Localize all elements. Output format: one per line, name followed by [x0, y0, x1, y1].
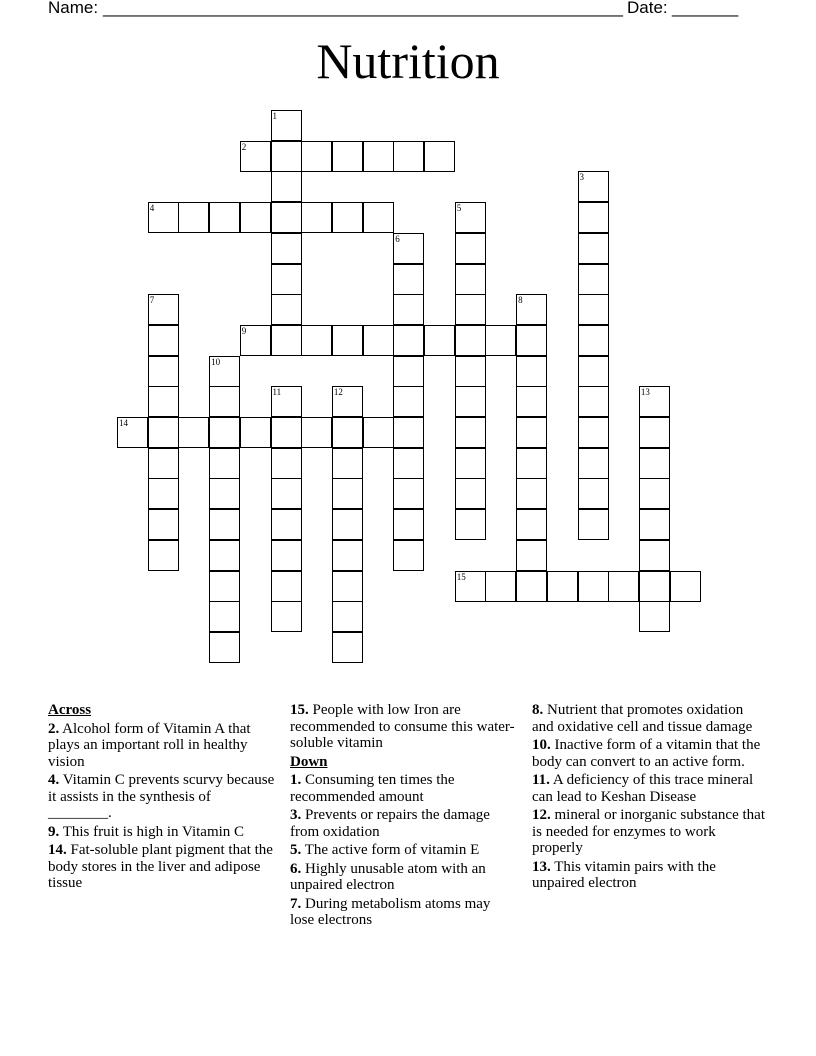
crossword-cell[interactable]	[301, 202, 332, 233]
crossword-cell[interactable]	[271, 171, 302, 202]
crossword-cell[interactable]	[455, 571, 486, 602]
clue-across-14: 14. Fat-soluble plant pigment that the body stores in the liver and adipose tissue	[48, 842, 273, 891]
crossword-cell[interactable]	[455, 356, 486, 387]
clue-number: 8	[518, 295, 523, 306]
clue-number: 4	[149, 203, 155, 214]
crossword-cell[interactable]	[578, 264, 609, 295]
crossword-cell[interactable]	[639, 601, 670, 632]
crossword-cell[interactable]	[455, 202, 486, 233]
crossword-cell[interactable]	[485, 571, 516, 602]
crossword-cell[interactable]	[332, 571, 363, 602]
crossword-cell[interactable]	[516, 509, 547, 540]
crossword-cell[interactable]	[332, 601, 363, 632]
crossword-cell[interactable]	[332, 448, 363, 479]
crossword-cell[interactable]	[424, 141, 455, 172]
crossword-cell[interactable]	[332, 325, 363, 356]
crossword-cell[interactable]	[271, 294, 302, 325]
crossword-cell[interactable]	[271, 448, 302, 479]
clue-down-5: 5. The active form of vitamin E	[290, 842, 480, 858]
clue-across-2: 2. Alcohol form of Vitamin A that plays an important roll in healthy vision	[48, 720, 251, 770]
crossword-cell[interactable]	[516, 571, 547, 602]
clue-across-4: 4. Vitamin C prevents scurvy because it assists in the synthesis of ________.	[48, 772, 275, 821]
crossword-cell[interactable]	[608, 571, 639, 602]
name-label: Name:	[48, 0, 99, 17]
crossword-cell[interactable]	[424, 325, 455, 356]
crossword-cell[interactable]	[516, 294, 547, 325]
crossword-cell[interactable]	[363, 417, 394, 448]
crossword-cell[interactable]	[271, 110, 302, 141]
crossword-cell[interactable]	[393, 448, 424, 479]
clue-number: 7	[149, 295, 155, 306]
crossword-cell[interactable]	[271, 264, 302, 295]
clue-down-1: 1. Consuming ten times the recommended amount	[290, 772, 455, 805]
crossword-cell[interactable]	[148, 478, 179, 509]
crossword-cell[interactable]	[332, 202, 363, 233]
crossword-cell[interactable]	[455, 386, 486, 417]
clues-column-2	[290, 702, 515, 931]
clue-across-9: 9. This fruit is high in Vitamin C	[48, 823, 245, 840]
crossword-cell[interactable]	[639, 386, 670, 417]
crossword-cell[interactable]	[363, 325, 394, 356]
crossword-cell[interactable]	[271, 478, 302, 509]
clue-down-12: 12. mineral or inorganic substance that is needed for enzymes to work properly	[532, 807, 765, 856]
clue-number: 1	[272, 111, 277, 121]
crossword-cell[interactable]	[578, 571, 609, 602]
crossword-cell[interactable]	[455, 264, 486, 295]
crossword-cell[interactable]	[455, 448, 486, 479]
crossword-cell[interactable]	[516, 448, 547, 479]
crossword-cell[interactable]	[578, 417, 609, 448]
crossword-cell[interactable]	[393, 325, 424, 356]
clue-number: 11	[272, 387, 282, 398]
clue-down-10: 10. Inactive form of a vitamin that the body can convert to an active form.	[532, 737, 761, 770]
crossword-cell[interactable]	[393, 540, 424, 571]
crossword-cell[interactable]	[148, 509, 179, 540]
crossword-cell[interactable]	[485, 325, 516, 356]
crossword-cell[interactable]	[209, 356, 240, 387]
crossword-cell[interactable]	[271, 509, 302, 540]
crossword-cell[interactable]	[332, 417, 363, 448]
crossword-cell[interactable]	[240, 141, 271, 172]
page-title: Nutrition	[316, 33, 500, 89]
clue-number: 9	[241, 325, 247, 336]
crossword-cell[interactable]	[455, 509, 486, 540]
down-heading: Down	[290, 753, 328, 770]
crossword-cell[interactable]	[178, 202, 209, 233]
clue-down-7: 7. During metabolism atoms may lose electrons	[290, 895, 491, 928]
name-line[interactable]: _______________________________________________________	[103, 0, 624, 17]
clue-down-6: 6. Highly unusable atom with an unpaired electron	[290, 860, 486, 893]
crossword-cell[interactable]	[271, 141, 302, 172]
clues-column-1	[48, 702, 278, 894]
crossword-cell[interactable]	[240, 417, 271, 448]
crossword-cell[interactable]	[578, 171, 609, 202]
crossword-cell[interactable]	[455, 325, 486, 356]
crossword-cell[interactable]	[578, 294, 609, 325]
crossword-cell[interactable]	[271, 386, 302, 417]
crossword-cell[interactable]	[639, 448, 670, 479]
crossword-cell[interactable]	[578, 202, 609, 233]
crossword-cell[interactable]	[148, 386, 179, 417]
clue-down-13: 13. This vitamin pairs with the unpaired electron	[532, 858, 716, 891]
crossword-cell[interactable]	[271, 325, 302, 356]
crossword-cell[interactable]	[271, 601, 302, 632]
crossword-cell[interactable]	[578, 325, 609, 356]
crossword-cell[interactable]	[178, 417, 209, 448]
crossword-cell[interactable]	[578, 478, 609, 509]
crossword-cell[interactable]	[393, 294, 424, 325]
crossword-cell[interactable]	[516, 540, 547, 571]
crossword-cell[interactable]	[639, 540, 670, 571]
crossword-cell[interactable]	[332, 632, 363, 663]
crossword-cell[interactable]	[363, 202, 394, 233]
crossword-cell[interactable]	[209, 601, 240, 632]
crossword-cell[interactable]	[148, 202, 179, 233]
clue-number: 12	[333, 387, 343, 398]
crossword-cell[interactable]	[271, 417, 302, 448]
crossword-cell[interactable]	[148, 356, 179, 387]
crossword-cell[interactable]	[209, 509, 240, 540]
crossword-cell[interactable]	[209, 448, 240, 479]
crossword-cell[interactable]	[240, 202, 271, 233]
crossword-cell[interactable]	[455, 417, 486, 448]
date-line[interactable]: _______	[672, 0, 739, 17]
clue-number: 6	[395, 233, 400, 244]
clue-across-15: 15. People with low Iron are recommended to consume this water-soluble vitamin	[290, 702, 515, 751]
crossword-cell[interactable]	[148, 448, 179, 479]
crossword-cell[interactable]	[639, 417, 670, 448]
crossword-cell[interactable]	[393, 264, 424, 295]
crossword-cell[interactable]	[209, 386, 240, 417]
crossword-cell[interactable]	[209, 540, 240, 571]
across-heading: Across	[48, 702, 92, 718]
crossword-cell[interactable]	[271, 202, 302, 233]
crossword-cell[interactable]	[393, 417, 424, 448]
clue-number: 5	[456, 203, 462, 214]
crossword-cell[interactable]	[516, 478, 547, 509]
crossword-cell[interactable]	[271, 540, 302, 571]
crossword-cell[interactable]	[332, 141, 363, 172]
crossword-cell[interactable]	[516, 386, 547, 417]
crossword-cell[interactable]	[209, 632, 240, 663]
crossword-cell[interactable]	[271, 571, 302, 602]
crossword-cell[interactable]	[393, 509, 424, 540]
clue-number: 2	[241, 141, 247, 152]
crossword-cell[interactable]	[209, 478, 240, 509]
crossword-cell[interactable]	[578, 448, 609, 479]
crossword-cell[interactable]	[271, 233, 302, 264]
crossword-cell[interactable]	[578, 386, 609, 417]
date-label: Date:	[627, 0, 668, 17]
clue-number: 15	[456, 571, 466, 582]
crossword-cell[interactable]	[209, 202, 240, 233]
crossword-cell[interactable]	[332, 386, 363, 417]
crossword-cell[interactable]	[670, 571, 701, 602]
crossword-cell[interactable]	[547, 571, 578, 602]
crossword-cell[interactable]	[578, 356, 609, 387]
clue-number: 10	[211, 356, 221, 367]
crossword-cell[interactable]	[148, 294, 179, 325]
crossword-cell[interactable]	[301, 141, 332, 172]
crossword-cell[interactable]	[516, 325, 547, 356]
crossword-cell[interactable]	[363, 141, 394, 172]
crossword-cell[interactable]	[455, 294, 486, 325]
crossword-cell[interactable]	[209, 571, 240, 602]
crossword-cell[interactable]	[578, 233, 609, 264]
crossword-cell[interactable]	[455, 478, 486, 509]
clue-number: 14	[119, 418, 128, 428]
clue-number: 13	[640, 387, 650, 398]
crossword-cell[interactable]	[516, 417, 547, 448]
crossword-cell[interactable]	[332, 540, 363, 571]
clues-column-3	[532, 702, 767, 894]
crossword-cell[interactable]	[393, 356, 424, 387]
crossword-cell[interactable]	[332, 509, 363, 540]
crossword-cell[interactable]	[639, 478, 670, 509]
crossword-cell[interactable]	[148, 325, 179, 356]
crossword-cell[interactable]	[516, 356, 547, 387]
crossword-cell[interactable]	[393, 233, 424, 264]
crossword-cell[interactable]	[393, 386, 424, 417]
crossword-cell[interactable]	[117, 417, 148, 448]
crossword-cell[interactable]	[393, 141, 424, 172]
crossword-cell[interactable]	[578, 509, 609, 540]
crossword-cell[interactable]	[148, 540, 179, 571]
crossword-cell[interactable]	[639, 571, 670, 602]
crossword-cell[interactable]	[301, 417, 332, 448]
crossword-cell[interactable]	[332, 478, 363, 509]
clue-number: 3	[579, 172, 584, 183]
clue-down-11: 11. A deficiency of this trace mineral can lead to Keshan Disease	[532, 772, 754, 805]
clue-down-3: 3. Prevents or repairs the damage from oxidation	[290, 807, 490, 840]
crossword-cell[interactable]	[240, 325, 271, 356]
crossword-cell[interactable]	[209, 417, 240, 448]
crossword-cell[interactable]	[639, 509, 670, 540]
crossword-cell[interactable]	[393, 478, 424, 509]
crossword-cell[interactable]	[301, 325, 332, 356]
crossword-cell[interactable]	[455, 233, 486, 264]
crossword-cell[interactable]	[148, 417, 179, 448]
clue-down-8: 8. Nutrient that promotes oxidation and oxidative cell and tissue damage	[532, 702, 753, 735]
